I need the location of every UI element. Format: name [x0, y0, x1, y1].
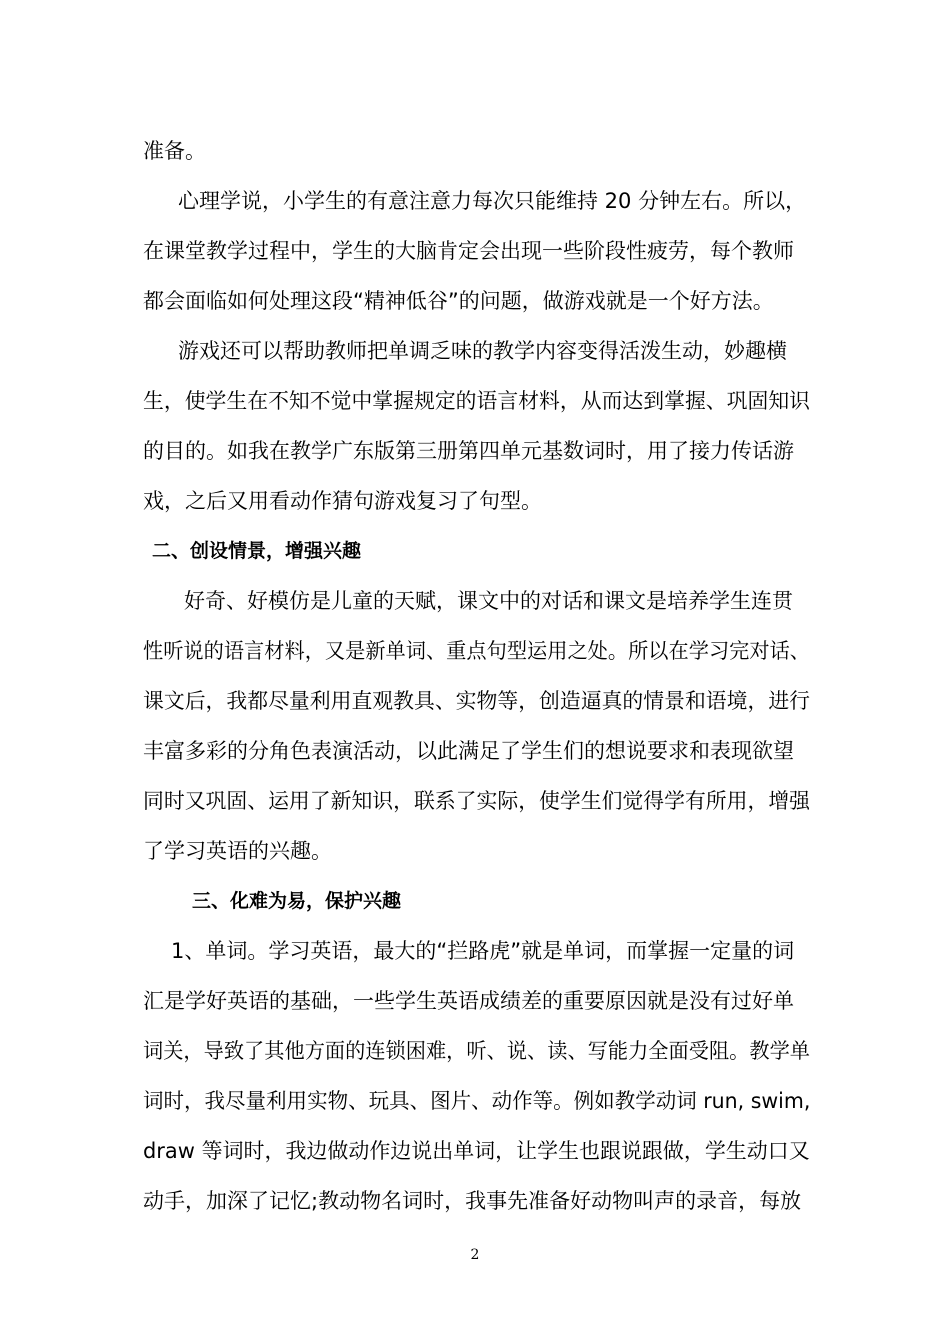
- text-line: 词时，我尽量利用实物、玩具、图片、动作等。例如教学动词 run, swim,: [143, 1089, 811, 1113]
- paragraph-first-line: 好奇、好模仿是儿童的天赋，课文中的对话和课文是培养学生连贯: [184, 589, 793, 613]
- text-line: 戏，之后又用看动作猜句游戏复习了句型。: [143, 489, 542, 513]
- text-line: 生，使学生在不知不觉中掌握规定的语言材料，从而达到掌握、巩固知识: [143, 389, 811, 413]
- text-line: 了学习英语的兴趣。: [143, 839, 332, 863]
- text-line: 课文后，我都尽量利用直观教具、实物等，创造逼真的情景和语境，进行: [143, 689, 811, 713]
- text-line: draw 等词时，我边做动作边说出单词，让学生也跟说跟做，学生动口又: [143, 1139, 810, 1163]
- text-line: 词关，导致了其他方面的连锁困难，听、说、读、写能力全面受阻。教学单: [143, 1039, 811, 1063]
- text-line: 性听说的语言材料，又是新单词、重点句型运用之处。所以在学习完对话、: [143, 639, 811, 663]
- section-heading: 二、创设情景，增强兴趣: [152, 540, 362, 562]
- text-line: 丰富多彩的分角色表演活动，以此满足了学生们的想说要求和表现欲望: [143, 739, 794, 763]
- paragraph-first-line: 1、单词。学习英语，最大的“拦路虎”就是单词，而掌握一定量的词: [171, 939, 795, 963]
- text-line: 准备。: [143, 139, 206, 163]
- text-line: 在课堂教学过程中，学生的大脑肯定会出现一些阶段性疲劳，每个教师: [143, 239, 794, 263]
- text-line: 动手，加深了记忆;教动物名词时，我事先准备好动物叫声的录音，每放: [143, 1189, 802, 1213]
- page-number: 2: [470, 1247, 480, 1263]
- text-line: 都会面临如何处理这段“精神低谷”的问题，做游戏就是一个好方法。: [143, 289, 774, 313]
- text-line: 汇是学好英语的基础，一些学生英语成绩差的重要原因就是没有过好单: [143, 989, 794, 1013]
- paragraph-first-line: 心理学说，小学生的有意注意力每次只能维持 20 分钟左右。所以，: [178, 189, 807, 213]
- paragraph-first-line: 游戏还可以帮助教师把单调乏味的教学内容变得活泼生动，妙趣横: [178, 339, 787, 363]
- text-line: 同时又巩固、运用了新知识，联系了实际，使学生们觉得学有所用，增强: [143, 789, 811, 813]
- text-line: 的目的。如我在教学广东版第三册第四单元基数词时，用了接力传话游: [143, 439, 794, 463]
- section-heading: 三、化难为易，保护兴趣: [192, 890, 402, 912]
